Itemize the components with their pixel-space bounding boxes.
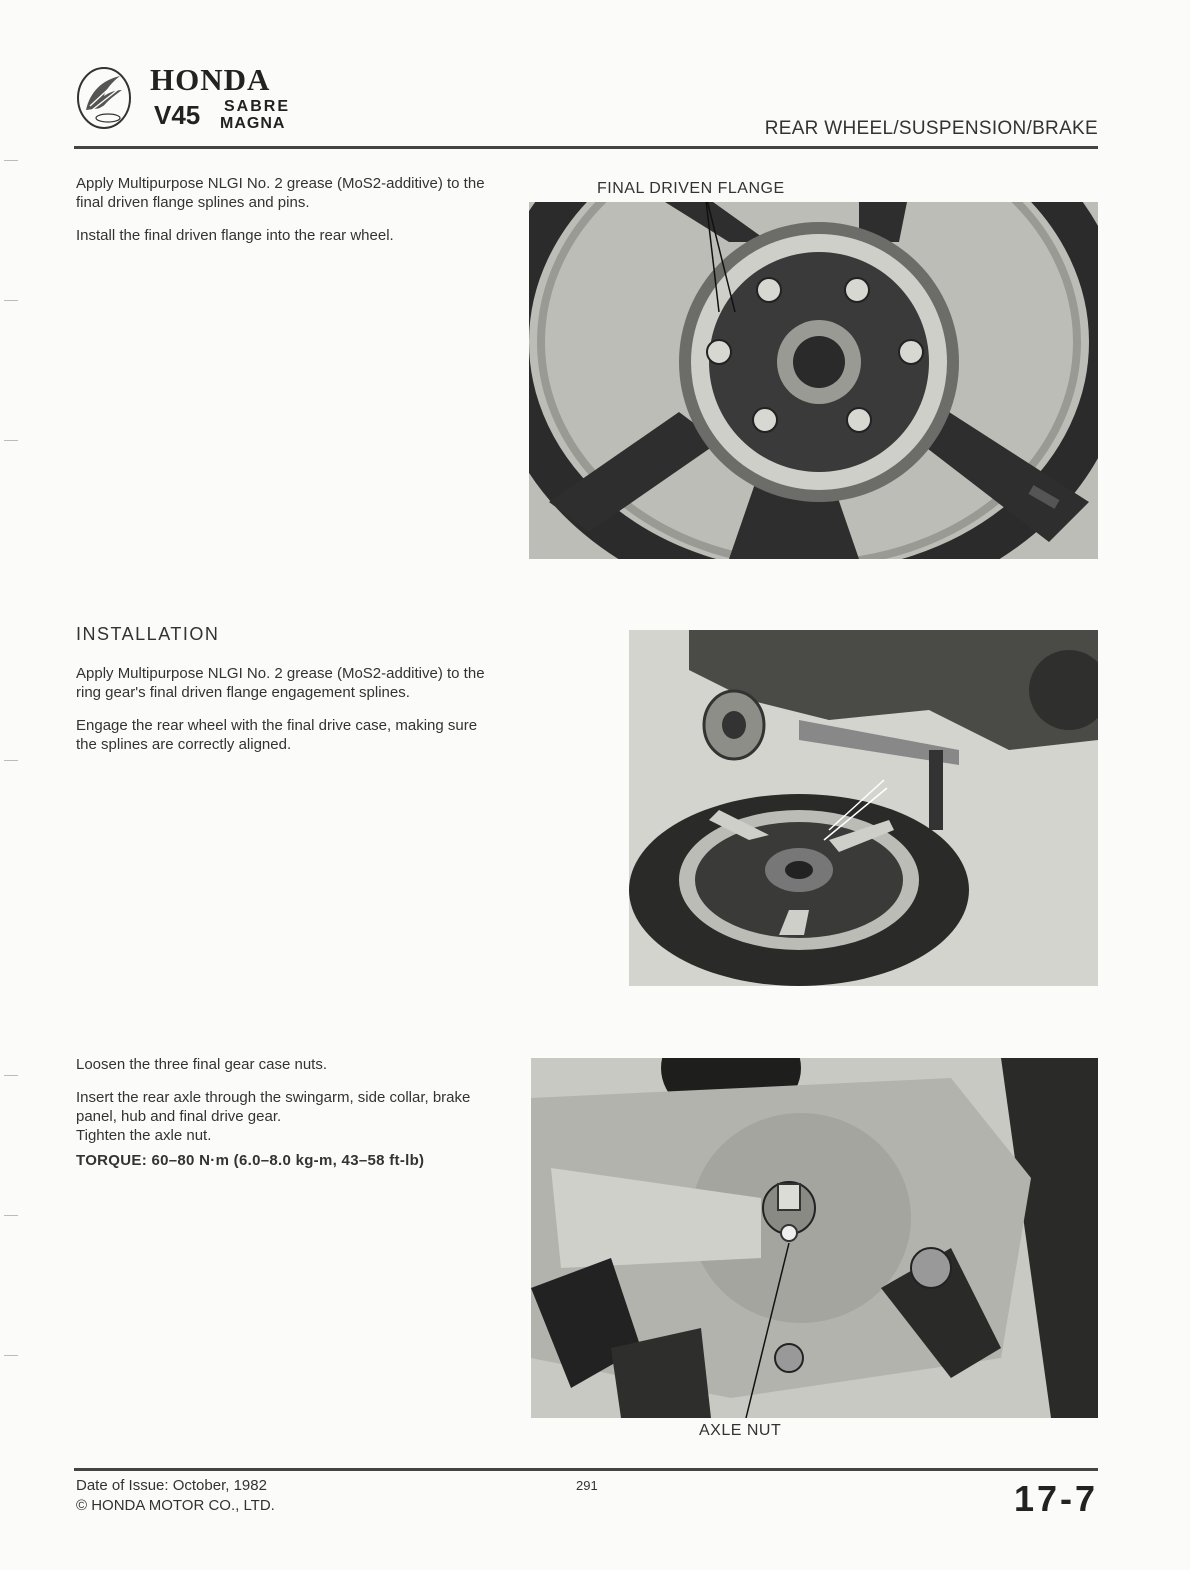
margin-mark (4, 300, 18, 301)
brand-title: HONDA (150, 62, 271, 97)
copyright: © HONDA MOTOR CO., LTD. (76, 1497, 275, 1514)
submodel-magna: MAGNA (220, 115, 286, 132)
issue-date: Date of Issue: October, 1982 (76, 1477, 267, 1494)
footer-left (76, 1476, 275, 1516)
block3-text (76, 1055, 496, 1184)
block1-text (76, 174, 496, 259)
margin-mark (4, 1355, 18, 1356)
axle-nut-photo (531, 1058, 1098, 1418)
page-number: 291 (576, 1478, 598, 1493)
wheel-installation-photo (629, 630, 1098, 986)
margin-mark (4, 1075, 18, 1076)
margin-mark (4, 440, 18, 441)
installation-heading: INSTALLATION (76, 624, 220, 644)
block2-text (76, 664, 496, 768)
block3-para1: Loosen the three final gear case nuts. (76, 1056, 328, 1073)
block3-para3: Tighten the axle nut. (76, 1127, 212, 1144)
submodel-sabre: SABRE (224, 98, 291, 115)
block1-para2: Install the final driven flange into the rear wheel. (76, 227, 394, 244)
final-driven-flange-caption: FINAL DRIVEN FLANGE (597, 180, 785, 197)
torque-spec: TORQUE: 60–80 N·m (6.0–8.0 kg-m, 43–58 ft-lb) (76, 1152, 425, 1169)
honda-wing-logo (76, 66, 132, 130)
margin-mark (4, 760, 18, 761)
section-title: REAR WHEEL/SUSPENSION/BRAKE (764, 118, 1098, 139)
block2-para1: Apply Multipurpose NLGI No. 2 grease (MoS2-additive) to the ring gear's final driven flange engagement splines. (76, 665, 485, 701)
model-name: V45 (154, 100, 201, 130)
block2-para2: Engage the rear wheel with the final drive case, making sure the splines are correctly aligned. (76, 717, 478, 753)
header-rule (74, 146, 1098, 149)
final-driven-flange-photo (529, 202, 1098, 559)
margin-mark (4, 160, 18, 161)
footer-rule (74, 1468, 1098, 1471)
chapter-page-number: 17-7 (1013, 1478, 1098, 1519)
block1-para1: Apply Multipurpose NLGI No. 2 grease (MoS2-additive) to the final driven flange splines and pins. (76, 175, 485, 211)
margin-mark (4, 1215, 18, 1216)
block3-para2: Insert the rear axle through the swingarm, side collar, brake panel, hub and final drive gear. (76, 1089, 471, 1125)
axle-nut-caption: AXLE NUT (699, 1422, 782, 1439)
